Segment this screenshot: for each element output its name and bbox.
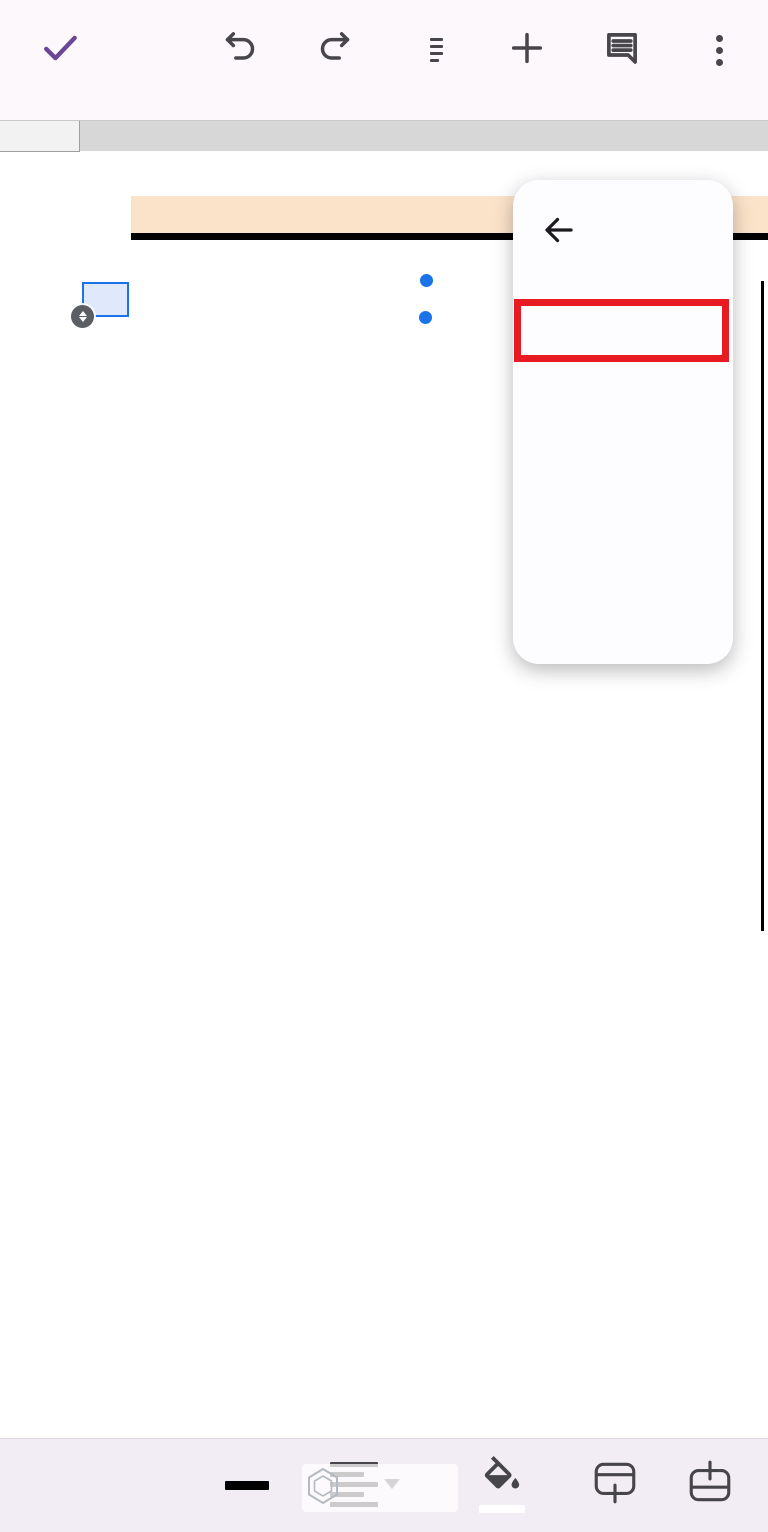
insert-row-above-button[interactable] <box>682 1449 738 1519</box>
insert-button[interactable] <box>503 26 551 74</box>
redo-icon <box>315 28 355 73</box>
fill-color-swatch <box>479 1505 525 1513</box>
top-toolbar <box>0 0 768 120</box>
back-arrow-icon <box>541 212 577 253</box>
insert-row-below-icon <box>592 1457 638 1512</box>
text-color-button[interactable] <box>219 1449 275 1519</box>
menu-back-button[interactable] <box>541 214 577 250</box>
selection-handle-top[interactable] <box>418 272 435 289</box>
column-e-border <box>761 281 764 931</box>
officewheel-logo-icon <box>302 1465 344 1512</box>
row-context-menu <box>513 180 733 664</box>
fill-color-icon <box>479 1456 525 1503</box>
freeze-highlight-box <box>514 299 729 362</box>
kebab-menu-icon <box>716 30 723 71</box>
redo-button[interactable] <box>311 26 359 74</box>
comment-icon <box>601 27 643 74</box>
format-text-icon <box>427 38 443 62</box>
check-icon <box>38 26 82 75</box>
fill-color-button[interactable] <box>474 1449 530 1519</box>
row-drag-handle[interactable] <box>71 305 94 328</box>
more-options-button[interactable] <box>695 26 743 74</box>
insert-row-below-button[interactable] <box>587 1449 643 1519</box>
confirm-button[interactable] <box>36 26 84 74</box>
column-header-strip <box>0 120 768 151</box>
text-format-button[interactable] <box>411 26 459 74</box>
undo-button[interactable] <box>216 26 264 74</box>
comment-button[interactable] <box>598 26 646 74</box>
undo-icon <box>220 28 260 73</box>
selection-handle-bottom[interactable] <box>417 309 434 326</box>
bold-button[interactable] <box>27 1449 83 1519</box>
text-color-swatch <box>225 1481 269 1490</box>
strikethrough-button[interactable] <box>122 1449 178 1519</box>
select-all-corner[interactable] <box>0 121 80 152</box>
officewheel-watermark <box>302 1464 458 1512</box>
row-header-column <box>0 151 80 1438</box>
insert-row-above-icon <box>687 1457 733 1512</box>
plus-icon <box>507 28 547 73</box>
